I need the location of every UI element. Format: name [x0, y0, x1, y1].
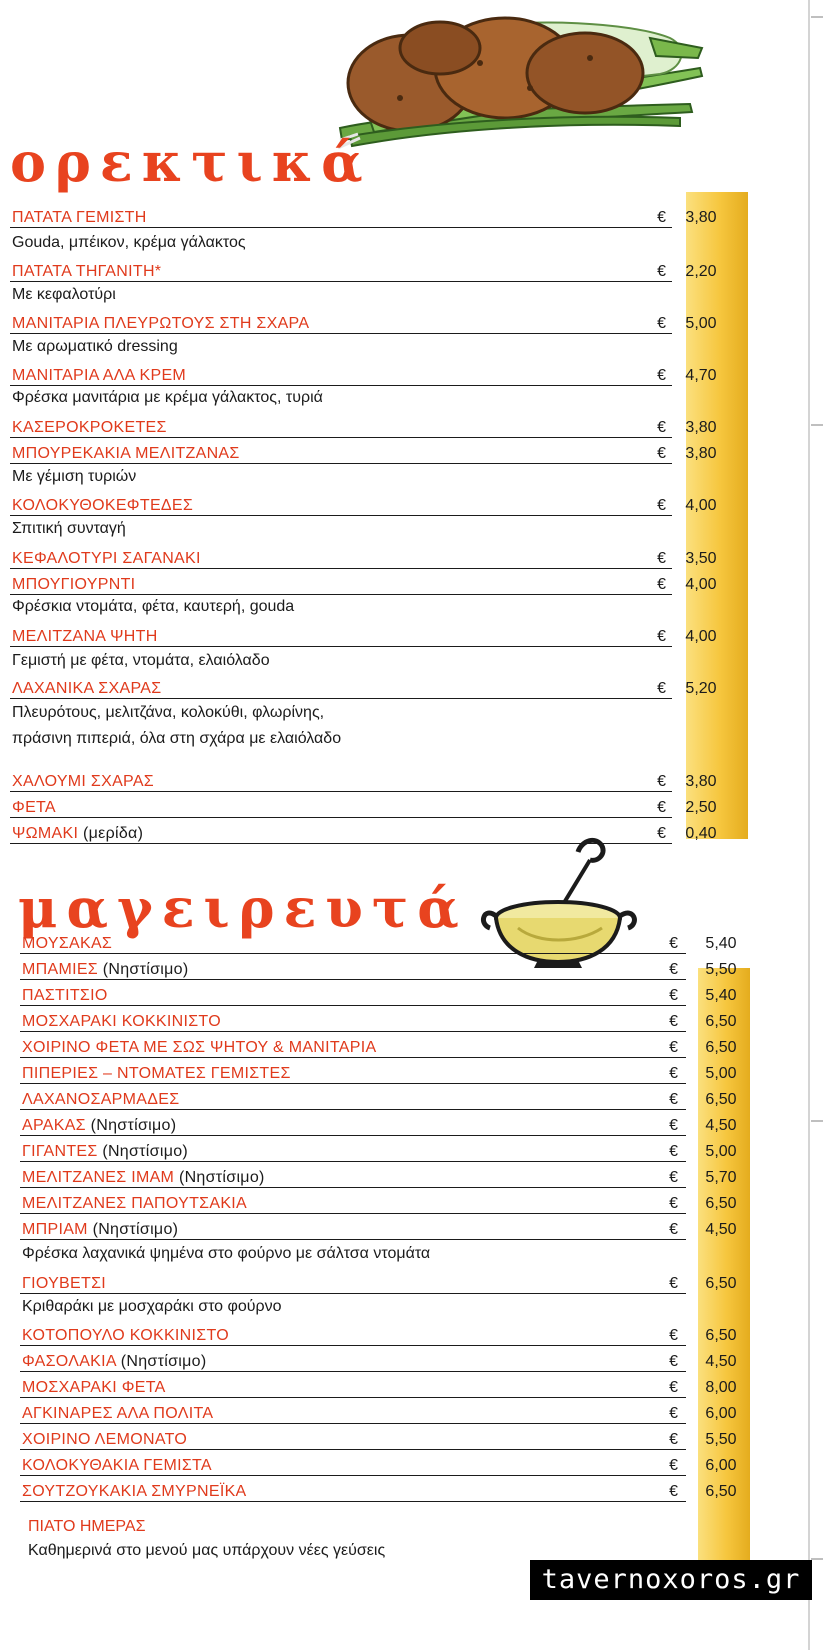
currency-symbol: €	[669, 1039, 678, 1056]
item-price: 5,00	[685, 315, 717, 332]
item-price: 4,00	[685, 576, 717, 593]
menu-item	[20, 1110, 750, 1136]
currency-symbol: €	[669, 1091, 678, 1108]
currency-symbol: €	[669, 1013, 678, 1030]
item-name: ΛΑΧΑΝΟΣΑΡΜΑΔΕΣ	[22, 1091, 180, 1108]
item-name: ΨΩΜΑΚΙ	[12, 825, 79, 842]
fold-mark	[811, 1120, 823, 1122]
menu-item	[20, 980, 750, 1006]
item-name: ΛΑΧΑΝΙΚΑ ΣΧΑΡΑΣ	[12, 680, 162, 697]
item-price: 3,80	[685, 419, 717, 436]
menu-item	[20, 954, 750, 980]
menu-item	[10, 766, 748, 792]
currency-symbol: €	[669, 1275, 678, 1292]
item-price: 6,50	[705, 1195, 737, 1212]
item-name: ΑΡΑΚΑΣ	[22, 1117, 86, 1134]
item-note: (Νηστίσιμο)	[92, 1221, 179, 1238]
currency-symbol: €	[657, 497, 666, 514]
item-price: 8,00	[705, 1379, 737, 1396]
item-name: ΚΟΤΟΠΟΥΛΟ ΚΟΚΚΙΝΙΣΤΟ	[22, 1327, 229, 1344]
item-name: ΚΟΛΟΚΥΘΟΚΕΦΤΕΔΕΣ	[12, 497, 194, 514]
item-name: ΜΟΥΣΑΚΑΣ	[22, 935, 113, 952]
currency-symbol: €	[669, 987, 678, 1004]
item-price: 5,20	[685, 680, 717, 697]
item-note: (μερίδα)	[83, 825, 144, 842]
item-name: ΚΑΣΕΡΟΚΡΟΚΕΤΕΣ	[12, 419, 167, 436]
currency-symbol: €	[657, 209, 666, 226]
item-name: ΜΕΛΙΤΖΑΝΑ ΨΗΤΗ	[12, 628, 158, 645]
menu-item	[20, 928, 750, 954]
item-price: 4,70	[685, 367, 717, 384]
item-price: 4,50	[705, 1221, 737, 1238]
currency-symbol: €	[669, 1065, 678, 1082]
currency-symbol: €	[657, 825, 666, 842]
item-price: 3,80	[685, 209, 717, 226]
currency-symbol: €	[657, 799, 666, 816]
website-watermark: tavernoxoros.gr	[530, 1560, 812, 1600]
section-title-appetizers: ορεκτικά	[10, 130, 372, 194]
currency-symbol: €	[657, 315, 666, 332]
item-price: 4,50	[705, 1353, 737, 1370]
item-name: ΠΙΠΕΡΙΕΣ – ΝΤΟΜΑΤΕΣ ΓΕΜΙΣΤΕΣ	[22, 1065, 291, 1082]
item-note: (Νηστίσιμο)	[178, 1169, 265, 1186]
potatoes-and-spring-onions-illustration	[330, 8, 710, 158]
currency-symbol: €	[669, 961, 678, 978]
item-price: 6,50	[705, 1483, 737, 1500]
menu-item	[20, 1346, 750, 1372]
menu-item	[20, 1320, 750, 1346]
menu-item	[10, 256, 748, 282]
currency-symbol: €	[669, 1405, 678, 1422]
menu-item	[10, 792, 748, 818]
item-name: ΚΕΦΑΛΟΤΥΡΙ ΣΑΓΑΝΑΚΙ	[12, 550, 201, 567]
item-description: Φρέσκια ντομάτα, φέτα, καυτερή, gouda	[12, 598, 295, 615]
item-description: Με αρωματικό dressing	[12, 338, 178, 355]
menu-item	[20, 1424, 750, 1450]
currency-symbol: €	[669, 1483, 678, 1500]
item-name: ΑΓΚΙΝΑΡΕΣ ΑΛΑ ΠΟΛΙΤΑ	[22, 1405, 214, 1422]
item-price: 4,00	[685, 628, 717, 645]
currency-symbol: €	[657, 367, 666, 384]
menu-item	[10, 308, 748, 334]
item-description: Φρέσκα λαχανικά ψημένα στο φούρνο με σάλτσα ντομάτα	[22, 1245, 431, 1262]
item-note: (Νηστίσιμο)	[102, 1143, 189, 1160]
item-price: 5,40	[705, 987, 737, 1004]
currency-symbol: €	[669, 1169, 678, 1186]
item-description: Πλευρότους, μελιτζάνα, κολοκύθι, φλωρίνης,	[12, 704, 325, 721]
item-name: ΓΙΓΑΝΤΕΣ	[22, 1143, 98, 1160]
item-description: Σπιτική συνταγή	[12, 520, 126, 537]
item-name: ΜΟΣΧΑΡΑΚΙ ΚΟΚΚΙΝΙΣΤΟ	[22, 1013, 221, 1030]
menu-item	[20, 1006, 750, 1032]
menu-item	[10, 569, 748, 595]
item-name: ΜΑΝΙΤΑΡΙΑ ΑΛΑ ΚΡΕΜ	[12, 367, 187, 384]
item-price: 3,80	[685, 445, 717, 462]
item-description: Φρέσκα μανιτάρια με κρέμα γάλακτος, τυριά	[12, 389, 323, 406]
item-name: ΦΑΣΟΛΑΚΙΑ	[22, 1353, 116, 1370]
menu-item	[10, 673, 748, 699]
currency-symbol: €	[657, 550, 666, 567]
menu-item	[20, 1398, 750, 1424]
page-edge	[808, 0, 810, 1650]
currency-symbol: €	[669, 1353, 678, 1370]
menu-item	[20, 1188, 750, 1214]
menu-item	[20, 1032, 750, 1058]
item-price: 5,70	[705, 1169, 737, 1186]
item-price: 6,00	[705, 1457, 737, 1474]
menu-item	[10, 202, 748, 228]
currency-symbol: €	[669, 1221, 678, 1238]
item-name: ΚΟΛΟΚΥΘΑΚΙΑ ΓΕΜΙΣΤΑ	[22, 1457, 212, 1474]
item-price: 6,50	[705, 1091, 737, 1108]
fold-mark	[811, 1558, 823, 1560]
item-name: ΠΑΤΑΤΑ ΤΗΓΑΝΙΤΗ*	[12, 263, 162, 280]
item-price: 2,50	[685, 799, 717, 816]
currency-symbol: €	[669, 1379, 678, 1396]
item-description: Gouda, μπέικον, κρέμα γάλακτος	[12, 234, 246, 251]
item-price: 3,50	[685, 550, 717, 567]
currency-symbol: €	[657, 263, 666, 280]
item-description: Γεμιστή με φέτα, ντομάτα, ελαιόλαδο	[12, 652, 270, 669]
menu-item	[10, 360, 748, 386]
item-name: ΜΠΟΥΡΕΚΑΚΙΑ ΜΕΛΙΤΖΑΝΑΣ	[12, 445, 240, 462]
menu-item	[20, 1058, 750, 1084]
dish-of-the-day-description: Καθημερινά στο μενού μας υπάρχουν νέες γεύσεις	[28, 1542, 386, 1559]
currency-symbol: €	[669, 1457, 678, 1474]
currency-symbol: €	[669, 935, 678, 952]
currency-symbol: €	[657, 576, 666, 593]
menu-item	[10, 412, 748, 438]
menu-item	[20, 1476, 750, 1502]
item-name: ΠΑΤΑΤΑ ΓΕΜΙΣΤΗ	[12, 209, 147, 226]
item-price: 5,50	[705, 961, 737, 978]
section-title-cooked-dishes: μαγειρευτά	[18, 876, 468, 940]
item-price: 3,80	[685, 773, 717, 790]
item-name: ΣΟΥΤΖΟΥΚΑΚΙΑ ΣΜΥΡΝΕΪΚΑ	[22, 1483, 247, 1500]
item-price: 5,50	[705, 1431, 737, 1448]
item-price: 6,50	[705, 1327, 737, 1344]
item-name: ΜΟΣΧΑΡΑΚΙ ΦΕΤΑ	[22, 1379, 166, 1396]
item-name: ΓΙΟΥΒΕΤΣΙ	[22, 1275, 107, 1292]
currency-symbol: €	[657, 419, 666, 436]
menu-item	[10, 438, 748, 464]
currency-symbol: €	[669, 1117, 678, 1134]
menu-item	[20, 1084, 750, 1110]
item-price: 5,00	[705, 1143, 737, 1160]
item-name: ΧΑΛΟΥΜΙ ΣΧΑΡΑΣ	[12, 773, 154, 790]
item-price: 6,50	[705, 1013, 737, 1030]
item-name: ΧΟΙΡΙΝΟ ΛΕΜΟΝΑΤΟ	[22, 1431, 188, 1448]
menu-item	[20, 1162, 750, 1188]
item-name: ΠΑΣΤΙΤΣΙΟ	[22, 987, 108, 1004]
currency-symbol: €	[657, 773, 666, 790]
currency-symbol: €	[669, 1431, 678, 1448]
item-name: ΜΕΛΙΤΖΑΝΕΣ ΙΜΑΜ	[22, 1169, 175, 1186]
fold-mark	[811, 16, 823, 18]
item-price: 4,00	[685, 497, 717, 514]
fold-mark	[811, 424, 823, 426]
item-note: (Νηστίσιμο)	[90, 1117, 177, 1134]
item-name: ΜΠΡΙΑΜ	[22, 1221, 88, 1238]
item-description: Με κεφαλοτύρι	[12, 286, 116, 303]
currency-symbol: €	[669, 1143, 678, 1160]
item-price: 5,00	[705, 1065, 737, 1082]
item-description: πράσινη πιπεριά, όλα στη σχάρα με ελαιόλαδο	[12, 730, 342, 747]
item-price: 4,50	[705, 1117, 737, 1134]
item-description: Με γέμιση τυριών	[12, 468, 137, 485]
item-price: 5,40	[705, 935, 737, 952]
currency-symbol: €	[669, 1195, 678, 1212]
item-name: ΜΑΝΙΤΑΡΙΑ ΠΛΕΥΡΩΤΟΥΣ ΣΤΗ ΣΧΑΡΑ	[12, 315, 310, 332]
item-name: ΦΕΤΑ	[12, 799, 56, 816]
currency-symbol: €	[657, 680, 666, 697]
menu-item	[20, 1450, 750, 1476]
item-name: ΜΠΟΥΓΙΟΥΡΝΤΙ	[12, 576, 136, 593]
currency-symbol: €	[669, 1327, 678, 1344]
item-name: ΧΟΙΡΙΝΟ ΦΕΤΑ ΜΕ ΣΩΣ ΨΗΤΟΥ & ΜΑΝΙΤΑΡΙΑ	[22, 1039, 377, 1056]
item-note: (Νηστίσιμο)	[120, 1353, 207, 1370]
item-price: 2,20	[685, 263, 717, 280]
menu-item	[10, 490, 748, 516]
item-name: ΜΕΛΙΤΖΑΝΕΣ ΠΑΠΟΥΤΣΑΚΙΑ	[22, 1195, 248, 1212]
item-note: (Νηστίσιμο)	[102, 961, 189, 978]
item-price: 6,50	[705, 1039, 737, 1056]
menu-item	[20, 1372, 750, 1398]
currency-symbol: €	[657, 628, 666, 645]
item-price: 6,00	[705, 1405, 737, 1422]
item-price: 6,50	[705, 1275, 737, 1292]
menu-item	[10, 621, 748, 647]
currency-symbol: €	[657, 445, 666, 462]
menu-item	[20, 1268, 750, 1294]
menu-item	[20, 1214, 750, 1240]
dish-of-the-day-label: ΠΙΑΤΟ ΗΜΕΡΑΣ	[28, 1518, 146, 1535]
item-price: 0,40	[685, 825, 717, 842]
menu-item	[10, 543, 748, 569]
item-name: ΜΠΑΜΙΕΣ	[22, 961, 98, 978]
item-description: Κριθαράκι με μοσχαράκι στο φούρνο	[22, 1298, 282, 1315]
menu-item	[20, 1136, 750, 1162]
